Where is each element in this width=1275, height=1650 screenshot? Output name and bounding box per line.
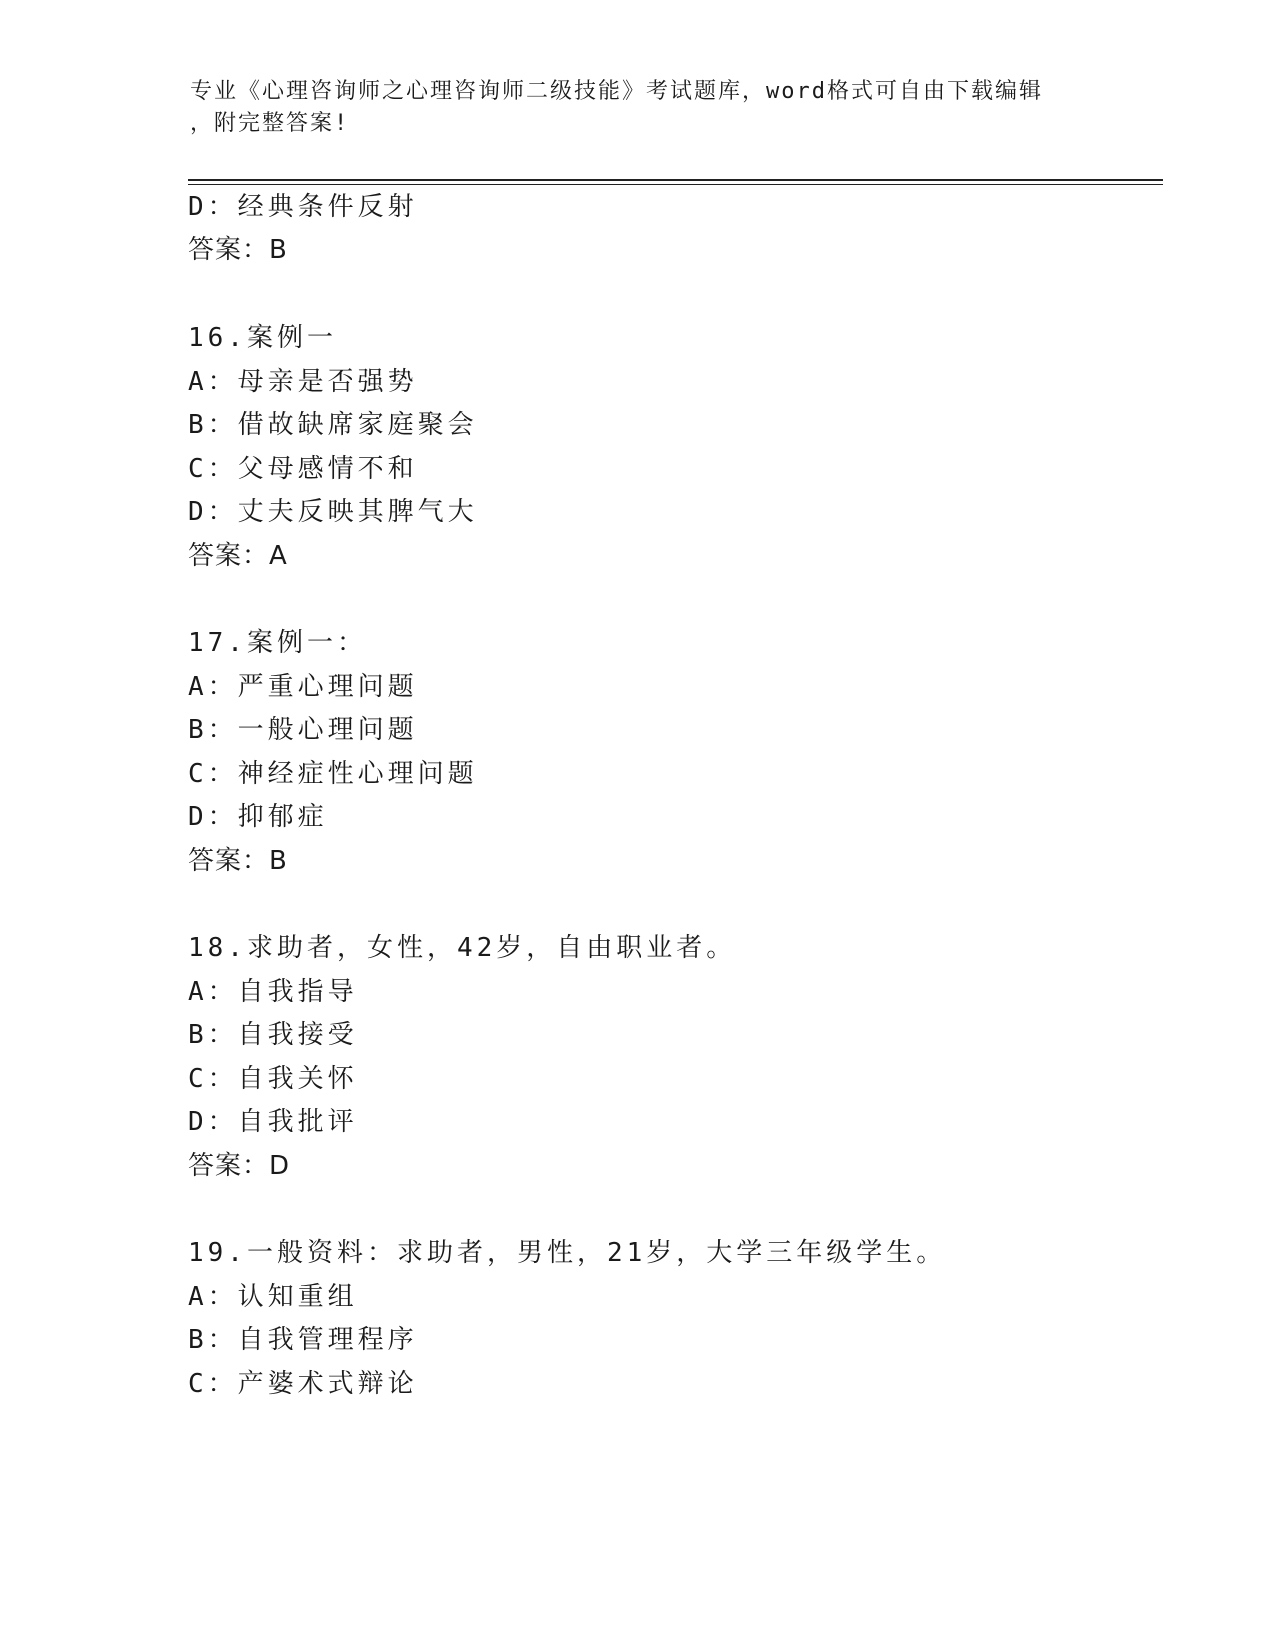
document-header-line-1: 专业《心理咨询师之心理咨询师二级技能》考试题库，word格式可自由下载编辑 [190, 79, 1043, 104]
q17-option-a: A：严重心理问题 [188, 672, 418, 702]
q16-answer: 答案：A [188, 541, 288, 571]
q18-answer: 答案：D [188, 1151, 291, 1181]
q16-title: 16.案例一 [188, 323, 337, 353]
header-divider-thin [188, 184, 1163, 185]
document-header-line-2: ，附完整答案! [190, 111, 350, 136]
header-divider-thick [188, 179, 1163, 181]
q19-option-a: A：认知重组 [188, 1282, 358, 1312]
q16-option-d: D：丈夫反映其脾气大 [188, 497, 478, 527]
q18-option-d: D：自我批评 [188, 1107, 358, 1137]
q17-title: 17.案例一： [188, 628, 367, 658]
q18-title: 18.求助者，女性，42岁，自由职业者。 [188, 933, 737, 963]
q15-option-d: D：经典条件反射 [188, 192, 418, 222]
q15-answer: 答案：B [188, 235, 288, 265]
q16-option-c: C：父母感情不和 [188, 454, 418, 484]
q17-option-d: D：抑郁症 [188, 802, 328, 832]
q18-option-b: B：自我接受 [188, 1020, 358, 1050]
q16-option-b: B：借故缺席家庭聚会 [188, 410, 478, 440]
q17-option-c: C：神经症性心理问题 [188, 759, 478, 789]
q18-option-a: A：自我指导 [188, 977, 358, 1007]
q19-option-c: C：产婆术式辩论 [188, 1369, 418, 1399]
q19-title: 19.一般资料：求助者，男性，21岁，大学三年级学生。 [188, 1238, 947, 1268]
q17-option-b: B：一般心理问题 [188, 715, 418, 745]
q19-option-b: B：自我管理程序 [188, 1325, 418, 1355]
q17-answer: 答案：B [188, 846, 288, 876]
q16-option-a: A：母亲是否强势 [188, 367, 418, 397]
q18-option-c: C：自我关怀 [188, 1064, 358, 1094]
